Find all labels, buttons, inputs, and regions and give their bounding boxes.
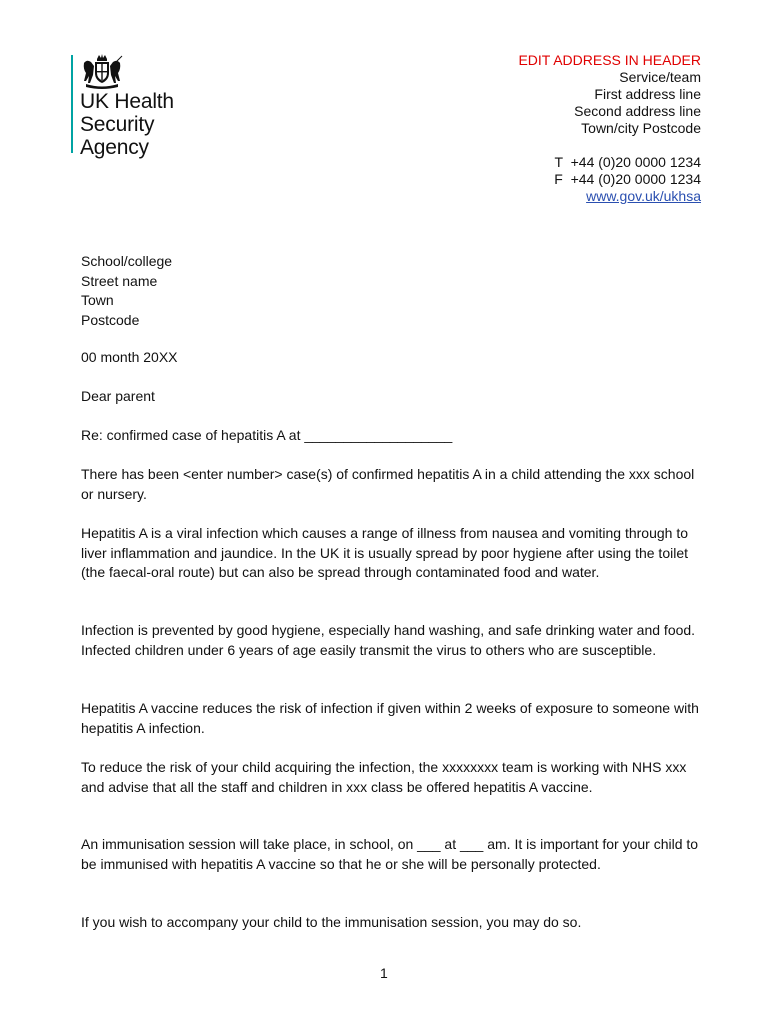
logo-divider-bar — [71, 55, 73, 153]
town-postcode: Town/city Postcode — [581, 120, 701, 136]
recipient-address — [81, 252, 172, 330]
recipient-line: Postcode — [81, 311, 140, 328]
org-name — [80, 90, 174, 159]
org-name-line: Security — [80, 113, 155, 136]
org-name-line: UK Health — [80, 90, 174, 113]
fax-number: F +44 (0)20 0000 1234 — [554, 171, 701, 187]
body-paragraph: Hepatitis A is a viral infection which causes a range of illness from nausea and vomiting through to liver inflammation and jaundice. In the UK it is usually spread by poor hygiene after using the toilet (the faecal-oral route) but can also be spread through contaminated food and water. — [81, 525, 689, 580]
body-paragraph: If you wish to accompany your child to the immunisation session, you may do so. — [81, 914, 582, 930]
edit-address-note: EDIT ADDRESS IN HEADER — [518, 52, 701, 68]
recipient-line: Street name — [81, 272, 158, 289]
letter-date: 00 month 20XX — [81, 349, 178, 365]
address-line-2: Second address line — [574, 103, 701, 119]
header-address — [518, 52, 701, 205]
body-paragraph: To reduce the risk of your child acquiring the infection, the xxxxxxxx team is working with NHS xxx and advise that all the staff and children in xxx class be offered hepatitis A vaccine. — [81, 759, 687, 795]
website-link[interactable]: www.gov.uk/ukhsa — [586, 188, 701, 204]
royal-crest-icon — [80, 53, 124, 89]
recipient-line: School/college — [81, 253, 173, 269]
recipient-line: Town — [81, 292, 114, 308]
body-paragraph: Hepatitis A vaccine reduces the risk of infection if given within 2 weeks of exposure to someone with hepatitis A infection. — [81, 700, 699, 736]
page-number: 1 — [380, 965, 388, 981]
body-paragraph: An immunisation session will take place, in school, on ___ at ___ am. It is important for your child to be immunised with hepatitis A vaccine so that he or she will be personally protected. — [81, 836, 699, 872]
phone-number: T +44 (0)20 0000 1234 — [554, 154, 701, 170]
body-paragraph: Infection is prevented by good hygiene, especially hand washing, and safe drinking water and food. Infected children under 6 years of age easily transmit the virus to others who are susceptible. — [81, 622, 696, 658]
org-name-line: Agency — [80, 136, 149, 159]
service-team: Service/team — [619, 69, 701, 85]
subject-line: Re: confirmed case of hepatitis A at ___________________ — [81, 427, 453, 443]
salutation: Dear parent — [81, 388, 155, 404]
address-line-1: First address line — [594, 86, 701, 102]
body-paragraph: There has been <enter number> case(s) of confirmed hepatitis A in a child attending the xxx school or nursery. — [81, 466, 695, 502]
